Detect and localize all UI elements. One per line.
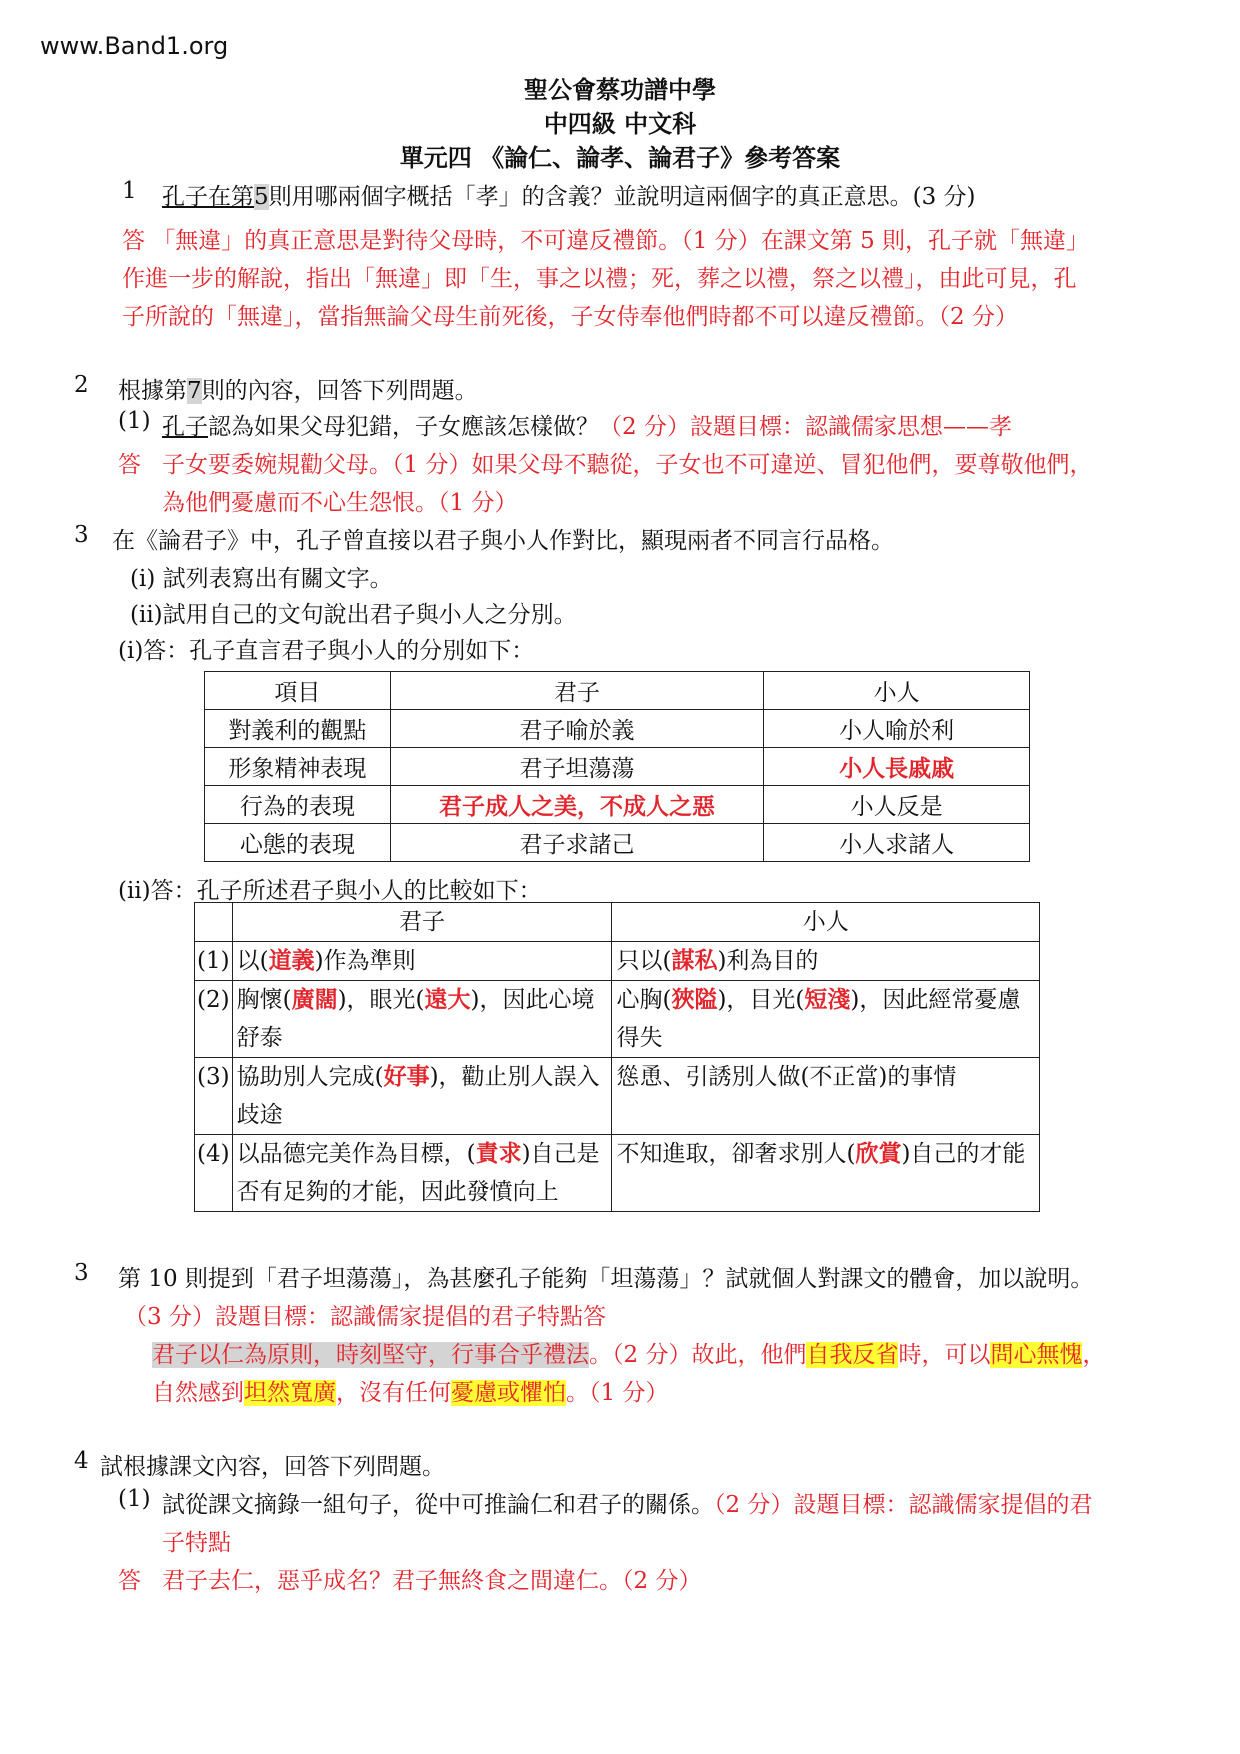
table1-row [205, 786, 1030, 824]
table1-cell: 小人求諸人 [764, 824, 1030, 862]
t2-keyword: 責求 [475, 1140, 522, 1167]
q3b-number: 3 [74, 1260, 89, 1286]
t2-keyword: 謀私 [671, 947, 718, 974]
table1-cell: 君子求諸己 [390, 824, 764, 862]
table1-row [205, 710, 1030, 748]
t2-text: 不知進取，卻奢求別人( [616, 1141, 856, 1167]
t2-text: )，目光( [717, 987, 805, 1013]
t2-text: )自己是否有足夠的才能，因此發憤向上 [236, 1141, 600, 1205]
t2-text: )，因此心境舒泰 [236, 987, 595, 1051]
q4-number: 4 [74, 1448, 89, 1474]
table2-header-cell: 小人 [612, 903, 1040, 942]
t2-text: 協助別人完成( [236, 1064, 384, 1090]
q2-text-a: 根據第 [118, 378, 187, 404]
q4-sub-text: 試從課文摘錄一組句子，從中可推論仁和君子的關係。 [162, 1492, 714, 1518]
table2-xiaoren-cell [612, 1135, 1040, 1212]
comparison-table-2 [194, 902, 1040, 1212]
t2-text: 只以( [616, 948, 672, 974]
q3-i-answer-intro: (i)答：孔子直言君子與小人的分別如下： [118, 638, 535, 664]
t2-text: )，眼光( [337, 987, 425, 1013]
q3b-text: 自然感到 [152, 1380, 244, 1406]
q3b-grey-text: 君子以仁為原則，時刻堅守，行事合乎禮法 [152, 1342, 589, 1368]
q1-answer-line2: 作進一步的解說，指出「無違」即「生，事之以禮；死，葬之以禮，祭之以禮」，由此可見，孔 [122, 266, 1077, 292]
table1-cell: 小人反是 [764, 786, 1030, 824]
table1-cell: 對義利的觀點 [205, 710, 391, 748]
table2-junzi-cell [232, 1058, 612, 1135]
table1-header-cell: 君子 [390, 672, 764, 710]
q2-question [118, 372, 478, 405]
table1-row [205, 748, 1030, 786]
q3b-text: 時，可以 [898, 1342, 991, 1368]
table2-row [195, 1135, 1040, 1212]
q2-sub-a: 孔子 [162, 414, 208, 440]
t2-keyword: 廣闊 [291, 986, 338, 1013]
table2-xiaoren-cell [612, 981, 1040, 1058]
q1-text-c: 則用哪兩個字概括「孝」的含義？並說明這兩個字的真正意思。(3 分) [268, 184, 976, 210]
site-url: www.Band1.org [40, 32, 229, 60]
t2-text: 以( [236, 948, 269, 974]
t2-text: 以品德完美作為目標，( [236, 1141, 476, 1167]
q3b-question: 第 10 則提到「君子坦蕩蕩」，為甚麼孔子能夠「坦蕩蕩」？試就個人對課文的體會，加以說明。 [118, 1266, 1094, 1292]
q1-answer-line1: 答 「無違」的真正意思是對待父母時，不可違反禮節。（1 分）在課文第 5 則，孔子就「無違」 [122, 228, 1090, 254]
table2-header-cell: 君子 [232, 903, 612, 942]
q2-sub-question [162, 408, 1012, 441]
q1-text-a: 孔子在第 [162, 184, 254, 210]
q3b-highlight: 坦然寬廣 [244, 1380, 336, 1406]
q4-sub-question [162, 1486, 1092, 1519]
q2-text-b: 7 [187, 378, 202, 404]
q1-question [162, 178, 976, 211]
q1-answer-line3: 子所說的「無違」，當指無論父母生前死後，子女侍奉他們時都不可以違反禮節。（2 分） [122, 304, 1018, 330]
q3-number: 3 [74, 522, 89, 548]
q4-answer: 君子去仁，惡乎成名？君子無終食之間違仁。（2 分） [162, 1568, 702, 1594]
table1-cell: 君子成人之美，不成人之惡 [390, 786, 764, 824]
table1-cell: 行為的表現 [205, 786, 391, 824]
q2-sub-number: (1) [118, 408, 151, 434]
table2-corner-cell [195, 903, 233, 942]
t2-keyword: 好事 [383, 1063, 430, 1090]
table2-row-number: (4) [195, 1135, 233, 1212]
q4-sub-target: （2 分）設題目標：認識儒家提倡的君 [714, 1492, 1093, 1518]
t2-keyword: 短淺 [804, 986, 851, 1013]
comparison-table-1 [204, 671, 1030, 862]
t2-keyword: 道義 [268, 947, 315, 974]
t2-text: 胸懷( [236, 987, 292, 1013]
table2-row [195, 981, 1040, 1058]
t2-text: )，勸止別人誤入歧途 [236, 1064, 600, 1128]
t2-keyword: 狹隘 [671, 986, 718, 1013]
t2-keyword: 欣賞 [855, 1140, 902, 1167]
table2-xiaoren-cell [612, 942, 1040, 981]
table1-cell: 君子喻於義 [390, 710, 764, 748]
table2-row-number: (3) [195, 1058, 233, 1135]
q3-ii-answer-intro: (ii)答：孔子所述君子與小人的比較如下： [118, 878, 542, 904]
q4-sub-number: (1) [118, 1486, 151, 1512]
q2-answer-line2: 為他們憂慮而不心生怨恨。（1 分） [162, 490, 518, 516]
t2-keyword: 遠大 [424, 986, 471, 1013]
table2-row-number: (2) [195, 981, 233, 1058]
table1-cell: 小人長戚戚 [764, 748, 1030, 786]
t2-text: )作為準則 [314, 948, 416, 974]
q2-sub-target: （2 分）設題目標：認識儒家思想——孝 [599, 414, 1012, 440]
q3b-answer-line2 [152, 1374, 668, 1407]
q3-sub-i: (i) 試列表寫出有關文字。 [130, 566, 393, 592]
table2-row-number: (1) [195, 942, 233, 981]
q3-sub-ii: (ii)試用自己的文句說出君子與小人之分別。 [130, 602, 577, 628]
table2-junzi-cell [232, 981, 612, 1058]
q3b-text: ， [1082, 1342, 1106, 1368]
school-title: 聖公會蔡功譜中學 [524, 75, 716, 104]
table1-header-cell: 項目 [205, 672, 391, 710]
q4-sub-target-cont: 子特點 [162, 1530, 231, 1556]
q3b-target: （3 分）設題目標：認識儒家提倡的君子特點答 [124, 1304, 606, 1330]
q2-answer-label: 答 [118, 452, 141, 478]
table2-row [195, 942, 1040, 981]
q3b-text: ，沒有任何 [336, 1380, 451, 1406]
q3b-text: 。（2 分）故此，他們 [589, 1342, 807, 1368]
q1-text-b: 5 [254, 184, 269, 210]
q4-question: 試根據課文內容，回答下列問題。 [100, 1454, 445, 1480]
q2-text-c: 則的內容，回答下列問題。 [201, 378, 478, 404]
q2-answer-line1: 子女要委婉規勸父母。（1 分）如果父母不聽從，子女也不可違逆、冒犯他們，要尊敬他們， [162, 452, 1093, 478]
table1-header-row [205, 672, 1030, 710]
t2-text: )利為目的 [717, 948, 819, 974]
table1-row [205, 824, 1030, 862]
q3b-text: 。（1 分） [566, 1380, 669, 1406]
table2-junzi-cell [232, 942, 612, 981]
t2-text: )，因此經常憂慮得失 [616, 987, 1021, 1051]
table1-cell: 小人喻於利 [764, 710, 1030, 748]
t2-text: 慫恿、引誘別人做(不正當)的事情 [616, 1064, 957, 1090]
table1-cell: 君子坦蕩蕩 [390, 748, 764, 786]
table1-cell: 形象精神表現 [205, 748, 391, 786]
table1-cell: 心態的表現 [205, 824, 391, 862]
table1-header-cell: 小人 [764, 672, 1030, 710]
q3b-highlight: 憂慮或懼怕 [451, 1380, 566, 1406]
q3b-highlight: 自我反省 [806, 1342, 899, 1368]
q2-number: 2 [74, 372, 89, 398]
q3b-answer-line1 [152, 1336, 1105, 1369]
q3-question: 在《論君子》中，孔子曾直接以君子與小人作對比，顯現兩者不同言行品格。 [112, 528, 894, 554]
q1-number: 1 [122, 178, 137, 204]
grade-subject: 中四級 中文科 [543, 109, 697, 138]
table2-junzi-cell [232, 1135, 612, 1212]
table2-xiaoren-cell [612, 1058, 1040, 1135]
table2-row [195, 1058, 1040, 1135]
unit-title: 單元四 《論仁、論孝、論君子》參考答案 [399, 143, 841, 172]
table2-header-row [195, 903, 1040, 942]
q2-sub-b: 認為如果父母犯錯，子女應該怎樣做？ [208, 414, 599, 440]
t2-text: )自己的才能 [901, 1141, 1026, 1167]
t2-text: 心胸( [616, 987, 672, 1013]
q4-answer-label: 答 [118, 1568, 141, 1594]
q3b-highlight: 問心無愧 [990, 1342, 1083, 1368]
